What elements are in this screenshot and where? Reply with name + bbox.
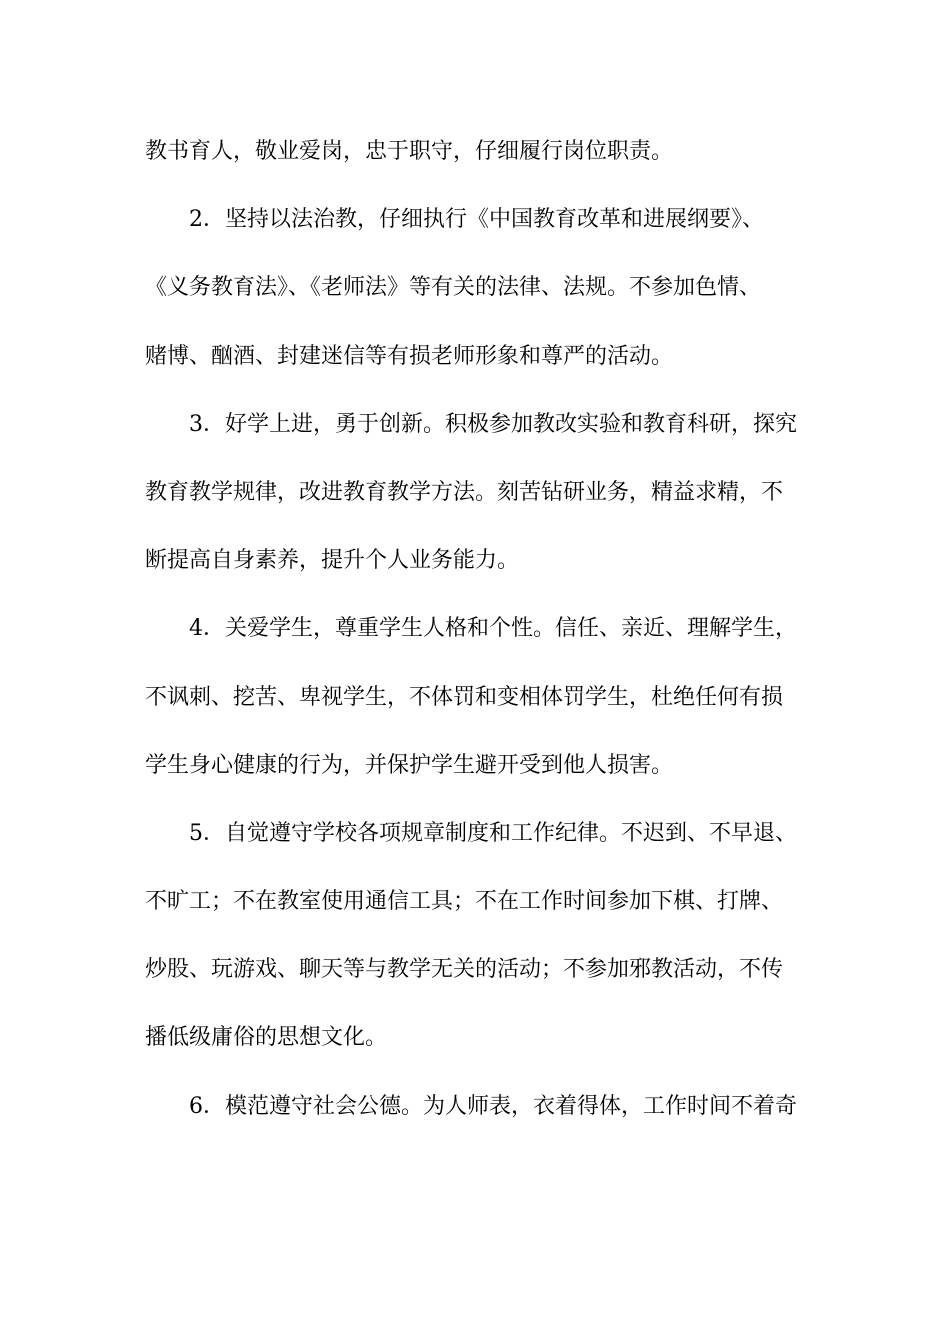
text-line-item-3: 3．好学上进，勇于创新。积极参加教改实验和教育科研，探究 bbox=[189, 411, 797, 437]
text-line: 教育教学规律，改进教育教学方法。刻苦钻研业务，精益求精，不 bbox=[145, 479, 784, 505]
text-line: 炒股、玩游戏、聊天等与教学无关的活动；不参加邪教活动，不传 bbox=[145, 957, 784, 983]
text-line: 播低级庸俗的思想文化。 bbox=[145, 1025, 388, 1051]
text-line: 断提高自身素养，提升个人业务能力。 bbox=[145, 548, 520, 574]
text-line: 《义务教育法》、《老师法》等有关的法律、法规。不参加色情、 bbox=[145, 275, 762, 301]
text-line-item-2: 2．坚持以法治教，仔细执行《中国教育改革和进展纲要》、 bbox=[189, 207, 764, 233]
text-line: 学生身心健康的行为，并保护学生避开受到他人损害。 bbox=[145, 752, 674, 778]
text-line: 不旷工；不在教室使用通信工具；不在工作时间参加下棋、打牌、 bbox=[145, 889, 784, 915]
text-line: 赌博、酗酒、封建迷信等有损老师形象和尊严的活动。 bbox=[145, 343, 674, 369]
text-line-item-5: 5．自觉遵守学校各项规章制度和工作纪律。不迟到、不早退、 bbox=[189, 820, 797, 846]
text-line: 教书育人，敬业爱岗，忠于职守，仔细履行岗位职责。 bbox=[145, 139, 674, 164]
text-line-item-4: 4．关爱学生，尊重学生人格和个性。信任、亲近、理解学生， bbox=[189, 616, 797, 642]
text-line: 不讽刺、挖苦、卑视学生，不体罚和变相体罚学生，杜绝任何有损 bbox=[145, 684, 784, 710]
text-line-item-6: 6．模范遵守社会公德。为人师表，衣着得体，工作时间不着奇 bbox=[189, 1093, 797, 1119]
body-text bbox=[145, 129, 807, 1152]
